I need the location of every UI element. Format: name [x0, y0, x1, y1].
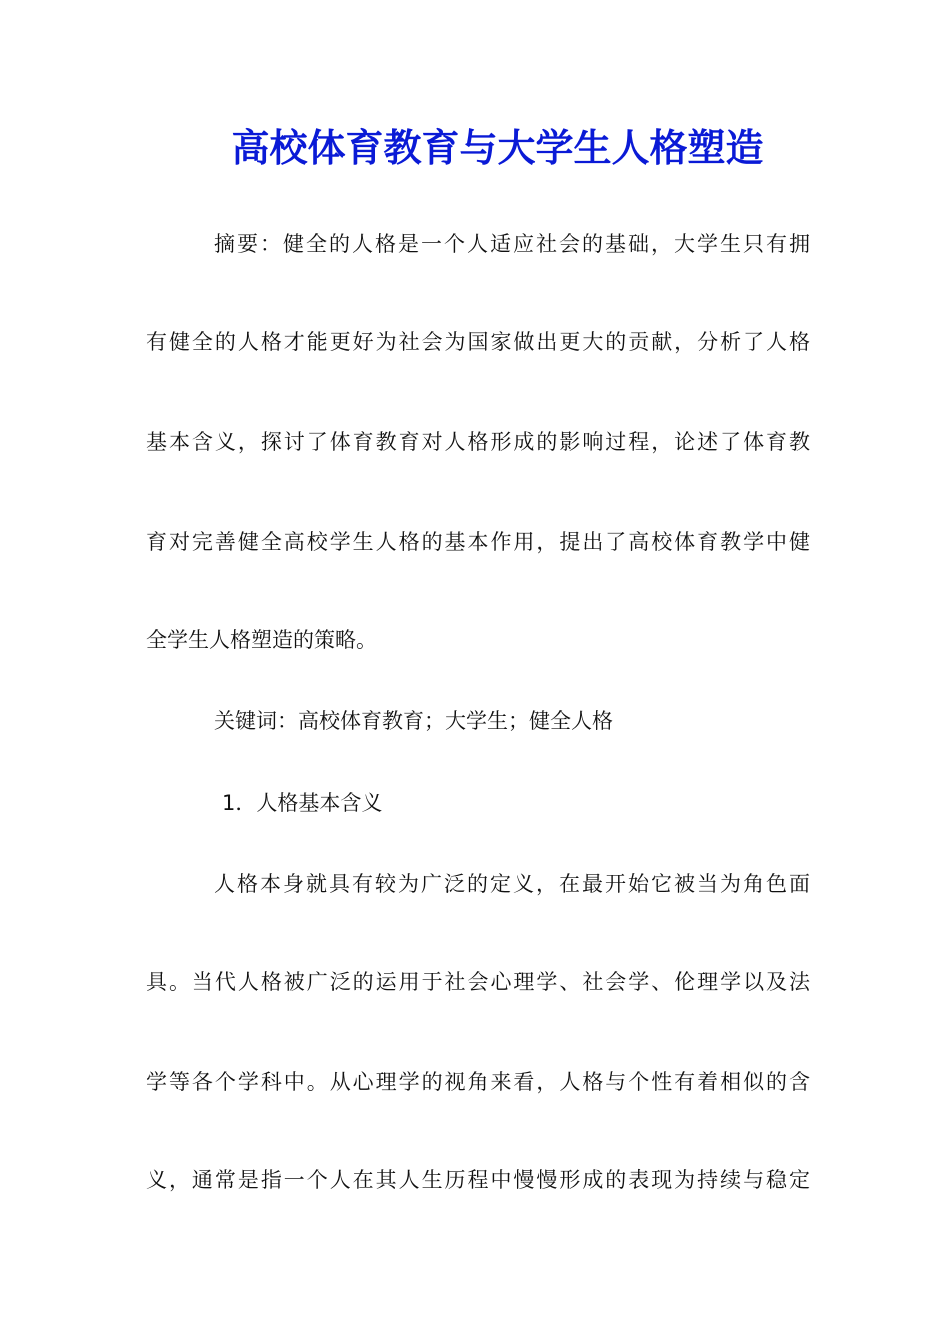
abstract-line-1: 摘要：健全的人格是一个人适应社会的基础，大学生只有拥	[214, 232, 810, 256]
abstract-line-5: 全学生人格塑造的策略。	[146, 628, 377, 652]
section-1-line-1: 人格本身就具有较为广泛的定义，在最开始它被当为角色面	[214, 872, 810, 896]
document-title: 高校体育教育与大学生人格塑造	[231, 125, 764, 170]
section-1-heading: 1．人格基本含义	[222, 791, 383, 815]
keywords-line: 关键词：高校体育教育；大学生；健全人格	[214, 709, 613, 733]
section-1-line-3: 学等各个学科中。从心理学的视角来看，人格与个性有着相似的含	[146, 1070, 810, 1094]
section-1-line-4: 义，通常是指一个人在其人生历程中慢慢形成的表现为持续与稳定	[146, 1168, 810, 1192]
abstract-line-4: 育对完善健全高校学生人格的基本作用，提出了高校体育教学中健	[146, 530, 810, 554]
section-1-line-2: 具。当代人格被广泛的运用于社会心理学、社会学、伦理学以及法	[146, 970, 810, 994]
abstract-line-2: 有健全的人格才能更好为社会为国家做出更大的贡献，分析了人格	[146, 330, 810, 354]
abstract-line-3: 基本含义，探讨了体育教育对人格形成的影响过程，论述了体育教	[146, 430, 810, 454]
